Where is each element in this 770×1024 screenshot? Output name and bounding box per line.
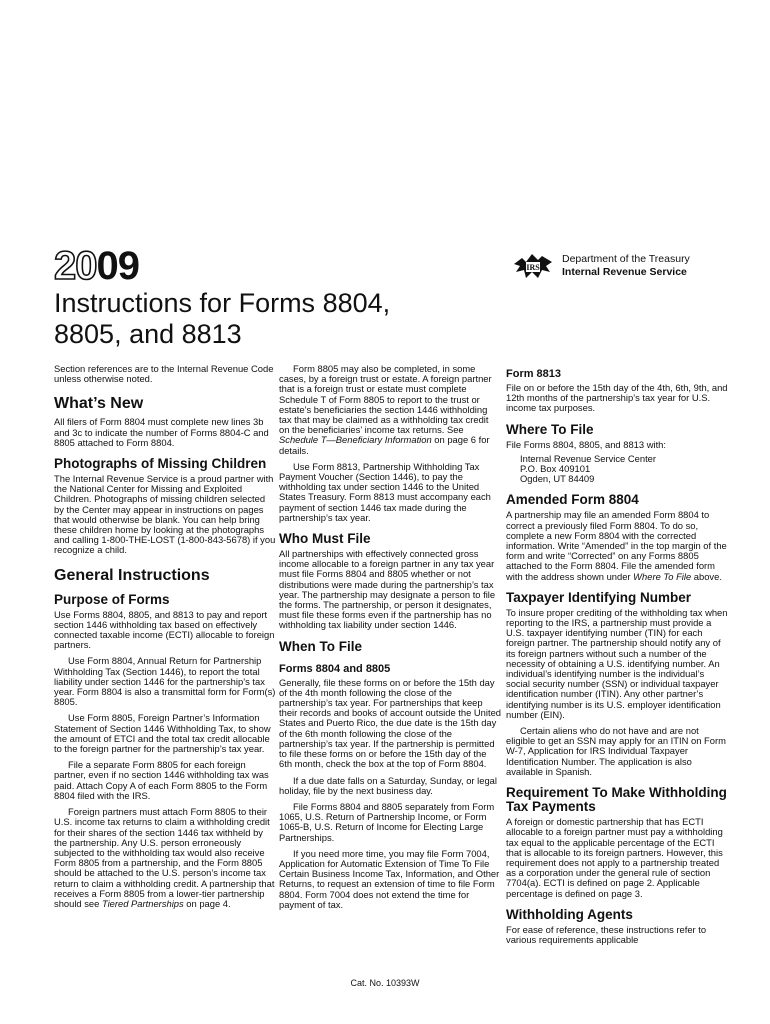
when-text-2: If a due date falls on a Saturday, Sunday, or legal holiday, file by the next business day. [279, 774, 497, 796]
when-text-1: Generally, file these forms on or before the 15th day of the 4th month following the close of the partnership’s tax year. For partnerships that keep their records and books of account outside the United States and Puerto Rico, the due date is the 15th day of the 6th month following the close of the partnership’s tax year. If the partnership is permitted to file these forms on or before the 15th day of the 6th month, check the box at the top of Form 8804. [279, 676, 502, 770]
agency-block [512, 250, 690, 282]
purpose-text-3: Use Form 8805, Foreign Partner’s Information Statement of Section 1446 Withholding Tax, to show the amount of ETCI and the total tax credit allocable to the foreign partner for the partnership’s tax year. [54, 712, 271, 755]
tiered-partnerships-ref: Tiered Partnerships [101, 897, 184, 909]
purpose-text-2: Use Form 8804, Annual Return for Partnership Withholding Tax (Section 1446), to report the total liability under section 1446 for the partnership’s tax year. Form 8804 is also a transmittal form for Form(s) 8805. [54, 655, 276, 708]
purpose-heading: Purpose of Forms [54, 591, 170, 607]
whats-new-heading: What’s New [54, 395, 144, 413]
column-3 [506, 364, 728, 945]
irs-address: Internal Revenue Service Center P.O. Box 409101 Ogden, UT 84409 [520, 452, 657, 485]
form8813-heading: Form 8813 [506, 368, 562, 380]
intro-text: Section references are to the Internal Revenue Code unless otherwise noted. [54, 363, 274, 385]
requirement-heading: Requirement To Make Withholding Tax Payments [506, 785, 727, 815]
department-name: Department of the Treasury [562, 253, 690, 265]
agency-name: Internal Revenue Service [562, 266, 687, 278]
amended-heading: Amended Form 8804 [506, 492, 639, 508]
withholding-agents-heading: Withholding Agents [506, 906, 633, 922]
tin-heading: Taxpayer Identifying Number [506, 589, 692, 605]
who-must-file-heading: Who Must File [279, 531, 371, 547]
amended-text: A partnership may file an amended Form 8804 to correct a previously filed Form 8804. To do so, complete a new Form 8804 with the corrected information. Write “Amended” in the top margin of the form and write “Corrected” on any Forms 8805 attached to the Form 8804. File the amended form with the address shown under Where To File above. [506, 509, 727, 582]
form8813-text: Use Form 8813, Partnership Withholding Tax Payment Voucher (Section 1446), to pay the withholding tax under section 1446 to the United States Treasury. Form 8813 must accompany each payment of section 1446 tax made during the partnership’s tax year. [279, 460, 491, 523]
form8813-due-text: File on or before the 15th day of the 4th, 6th, 9th, and 12th months of the partnership’s tax year for U.S. income tax purposes. [506, 382, 728, 414]
when-to-file-heading: When To File [279, 638, 362, 654]
tax-year [54, 246, 139, 286]
where-to-file-text: File Forms 8804, 8805, and 8813 with: [506, 438, 666, 450]
requirement-text: A foreign or domestic partnership that has ECTI allocable to a foreign partner must pay a withholding tax equal to the applicable percentage of the ECTI that is allocable to its foreign partners. However, this requirement does not apply to a partnership treated as a corporation under the general rule of section 7704(a). ECTI is defined on page 2. Applicable percentage is defined on page 3. [506, 816, 723, 899]
purpose-text-1: Use Forms 8804, 8805, and 8813 to pay and report section 1446 withholding tax based on effectively connected taxable income (ECTI) allocable to foreign partners. [54, 608, 275, 651]
column-1 [54, 364, 276, 909]
purpose-text-4: File a separate Form 8805 for each foreign partner, even if no section 1446 withholding tax was paid. Attach Copy A of each Form 8805 to the Form 8804 filed with the IRS. [54, 759, 269, 801]
when-text-4: If you need more time, you may file Form 7004, Application for Automatic Extension of Time To File Certain Business Income Tax, Information, and Other Returns, to request an extension of time to file Form 8804. Form 7004 does not extend the time for payment of tax. [279, 847, 500, 910]
irs-eagle-logo-icon [512, 250, 554, 282]
photos-text: The Internal Revenue Service is a proud partner with the National Center for Missing and Exploited Children. Photographs of missing children selected by the Center may appear in instructions on pages that would otherwise be blank. You can help bring these children home by looking at the photographs and calling 1-800-THE-LOST (1-800-843-5678) if you recognize a child. [54, 473, 276, 556]
who-must-file-text: All partnerships with effectively connected gross income allocable to a foreign partner in any tax year must file Forms 8804 and 8805 whether or not distributions were made during the partnership’s tax year. The partnership may designate a person to file the forms. The partnership, or person it designates, must file these forms even if the partnership has no withholding tax liability under section 1446. [279, 548, 496, 631]
page-title [54, 288, 694, 350]
tin-text-2: Certain aliens who do not have and are not eligible to get an SSN may apply for an ITIN on Form W-7, Application for IRS Individual Taxpayer Identification Number. The application is also available in Spanish. [506, 725, 726, 777]
tax-year-outline: 20 [54, 244, 97, 288]
svg-text:IRS: IRS [526, 263, 540, 272]
schedule-t-ref: Schedule T—Beneficiary Information [279, 434, 432, 446]
column-2 [279, 364, 501, 910]
title-line-1: Instructions for Forms 8804, [54, 288, 391, 318]
catalog-number: Cat. No. 10393W [350, 978, 420, 988]
tin-text-1: To insure proper crediting of the withholding tax when reporting to the IRS, a partnership must provide a U.S. taxpayer identifying number (TIN) for each foreign partner. The partnership should notify any of its foreign partners without such a number of the necessity of obtaining a U.S. identifying number. An individual’s identifying number is the individual’s social security number (SSN) or individual taxpayer identification number (ITIN). Any other partner’s identifying number is its U.S. employer identification number (EIN). [506, 606, 728, 720]
forms-8804-8805-heading: Forms 8804 and 8805 [279, 662, 391, 675]
where-to-file-heading: Where To File [506, 421, 594, 437]
whats-new-text: All filers of Form 8804 must complete new lines 3b and 3c to indicate the number of Forms 8804-C and 8805 attached to Form 8804. [54, 416, 269, 448]
general-instructions-heading: General Instructions [54, 566, 210, 584]
title-line-2: 8805, and 8813 [54, 319, 242, 349]
where-to-file-ref: Where To File [633, 570, 692, 582]
tax-year-bold: 09 [96, 244, 139, 288]
photos-heading: Photographs of Missing Children [54, 456, 267, 472]
purpose-text-5: Foreign partners must attach Form 8805 to their U.S. income tax returns to claim a withholding credit for their shares of the section 1446 tax withheld by the partnership. Any U.S. person erroneously subjected to the withholding tax would also receive Form 8805 from a partnership, and the Form 8805 should be attached to the U.S. person’s income tax return to claim a withholding credit. A partnership that receives a Form 8805 from a lower-tier partnership should see Tiered Partnerships on page 4. [54, 806, 275, 909]
form8805-trust-text: Form 8805 may also be completed, in some cases, by a foreign trust or estate. A foreign partner that is a foreign trust or estate must complete Schedule T of Form 8805 to report to the trust or estate’s beneficiaries the section 1446 withholding tax that may be claimed as a withholding tax credit on the beneficiaries’ income tax returns. See Schedule T—Beneficiary Information on page 6 for details. [279, 363, 492, 456]
when-text-3: File Forms 8804 and 8805 separately from Form 1065, U.S. Return of Partnership Income, or Form 1065-B, U.S. Return of Income for Electing Large Partnerships. [279, 800, 495, 843]
withholding-agents-text: For ease of reference, these instructions refer to various requirements applicable [506, 923, 707, 945]
